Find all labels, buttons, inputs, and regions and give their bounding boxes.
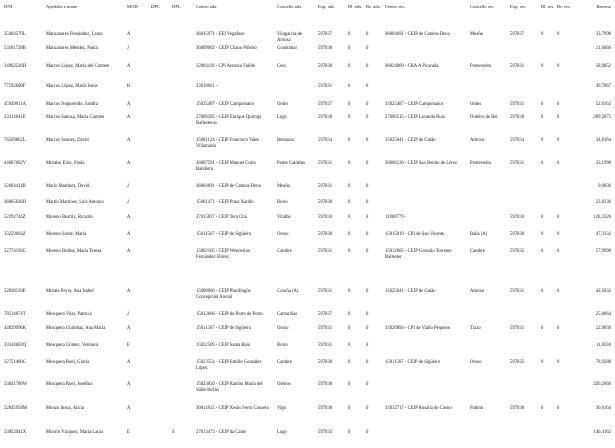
cell-baremo: 128,3326 — [593, 215, 611, 220]
cell-exp-adx: 597037 — [318, 312, 333, 317]
table-row — [0, 138, 615, 156]
cell-mod: J — [127, 200, 129, 205]
cell-dni: 52292744Z — [4, 215, 26, 220]
cell-nome: Mosquera Roel, Josefina — [46, 382, 93, 387]
cell-bs-adx: 0 — [366, 84, 369, 89]
cell-exp-adx: 597030 — [318, 46, 333, 51]
cell-bl-adx: 0 — [348, 289, 351, 294]
cell-exp-res: 597034 — [510, 138, 525, 143]
cell-mod: A — [127, 382, 131, 387]
cell-concello-adx: Oroso — [277, 232, 289, 237]
header-bs-adx: Bs. adx. — [366, 4, 381, 9]
cell-bs-adx: 0 — [366, 430, 369, 435]
cell-exp-adx: 597031 — [318, 289, 333, 294]
cell-bl-adx: 0 — [348, 406, 351, 411]
cell-baremo: 52,0163 — [595, 102, 611, 107]
header-exp-res: Exp. res. — [510, 4, 527, 9]
cell-nome: Mosquera Roel, Gloria — [46, 360, 90, 365]
header-bl-adx: Bl. adx. — [348, 4, 363, 9]
header-exp-adx: Exp. adx. — [318, 4, 336, 9]
cell-concello-adx: Ponte Caldelas — [277, 161, 305, 166]
cell-concello-adx: Lugo — [277, 430, 287, 435]
cell-dni: 77592600F — [4, 84, 26, 89]
cell-mod: A — [127, 289, 131, 294]
cell-exp-adx: 597030 — [318, 115, 333, 120]
cell-concello-res: Ordes — [470, 102, 482, 107]
cell-dni: 32684414B — [4, 184, 26, 189]
cell-concello-res: Cambre — [470, 249, 485, 254]
cell-concello-res: Trazo — [470, 326, 481, 331]
cell-bl-adx: 0 — [348, 184, 351, 189]
cell-nome: Morata Peyra, Ana Isabel — [46, 289, 94, 294]
cell-mod: J — [127, 184, 129, 189]
table-row — [0, 161, 615, 179]
cell-concello-adx: Cambre — [277, 249, 292, 254]
cell-centro-adx: 27013473 - CEIP da Canie — [196, 430, 247, 435]
cell-baremo: 220,2660 — [593, 382, 611, 387]
header-nome: Apelidos e nome — [46, 4, 78, 9]
cell-baremo: 9,9830 — [598, 184, 611, 189]
cell-concello-adx: Coruña (A) — [277, 289, 299, 294]
cell-dni: 76569862L — [4, 138, 26, 143]
cell-bs-adx: 0 — [366, 32, 369, 37]
cell-centro-adx: 36004691 - CEIP de Catoira-Dena — [196, 184, 261, 189]
cell-exp-adx: 597037 — [318, 102, 333, 107]
cell-baremo: 22,9830 — [595, 326, 611, 331]
cell-bs-res: 0 — [557, 115, 560, 120]
cell-dni: 33259664Z — [4, 232, 26, 237]
table-row — [0, 84, 615, 102]
cell-nome: Marcos Soanez, David — [46, 138, 89, 143]
cell-concello-adx: Ordes — [277, 102, 289, 107]
cell-dni: 34962226H — [4, 64, 27, 69]
cell-dni: 53181728B — [4, 46, 26, 51]
cell-bs-adx: 0 — [366, 184, 369, 189]
cell-exp-adx: 597034 — [318, 138, 333, 143]
table-row — [0, 215, 615, 233]
cell-bl-res: 0 — [541, 326, 544, 331]
cell-centro-adx: 36015971 - EEI Vegafuso — [196, 32, 245, 37]
cell-concello-adx: Cambre — [277, 360, 292, 365]
cell-bs-adx: 0 — [366, 289, 369, 294]
cell-nome: Mosquera Güimbaz, Ana María — [46, 326, 106, 331]
cell-bl-adx: 0 — [348, 360, 351, 365]
cell-bs-adx: 0 — [366, 138, 369, 143]
table-header — [0, 4, 615, 24]
cell-bs-res: 0 — [557, 289, 560, 294]
table-row — [0, 360, 615, 378]
cell-dni: 45949011A — [4, 102, 26, 107]
cell-bl-adx: 0 — [348, 64, 351, 69]
cell-centro-adx: 15011567 - CEIP de Sigüeiro — [196, 326, 252, 331]
cell-nome: Marcos López, María del Carmen — [46, 64, 110, 69]
cell-concello-adx: Oleiros — [277, 382, 291, 387]
cell-mod: A — [127, 138, 131, 143]
cell-exp-res: 597031 — [510, 326, 525, 331]
cell-baremo: 30,0164 — [595, 406, 611, 411]
cell-exp-adx: 597030 — [318, 406, 333, 411]
cell-centro-adx: 15022509 - CEIP Santa Baia — [196, 343, 250, 348]
table-row — [0, 289, 615, 307]
cell-nome: Mourín Vázquez, María Laura — [46, 430, 104, 435]
cell-nome: Marín Martínez, David — [46, 184, 90, 189]
cell-baremo: 49,7667 — [595, 84, 611, 89]
cell-centro-adx: 33018061 - — [196, 84, 218, 89]
cell-centro-adx: 27006395 - CEIP Enrique Quiroga Ballesteros — [196, 115, 262, 126]
cell-exp-adx: 597031 — [318, 84, 333, 89]
cell-concello-adx: Boiro — [277, 343, 288, 348]
cell-bs-res: 0 — [557, 249, 560, 254]
cell-centro-adx: 15000966 - CEIP Plurilingüe Concepción Arenal — [196, 289, 251, 300]
cell-baremo: 34,8164 — [595, 138, 611, 143]
cell-bs-adx: 0 — [366, 232, 369, 237]
cell-centro-res: 15012665 - CEIP Gonzalo Torrente Ballester — [385, 249, 452, 260]
header-concello-res: Concello res. — [470, 4, 495, 9]
cell-exp-res: 597030 — [510, 406, 525, 411]
cell-bs-res: 0 — [557, 406, 560, 411]
cell-mod: A — [127, 326, 131, 331]
header-centro-adx: Centro adx. — [196, 4, 218, 9]
cell-bl-res: 0 — [541, 138, 544, 143]
cell-centro-res: 27006515 - CEIP Lavanda Ruiz — [385, 115, 445, 120]
cell-mod: A — [127, 215, 131, 220]
cell-nome: Mosquera Vilar, Patricia — [46, 312, 92, 317]
cell-exp-res: 597031 — [510, 64, 525, 69]
cell-centro-res: 15025041 - CEIP de Galán — [385, 289, 436, 294]
cell-bs-adx: 0 — [366, 326, 369, 331]
cell-centro-adx: 15025487 - CEIP Campomaior — [196, 102, 255, 107]
cell-centro-adx: 36009062 - CEIP Chano Piñeiro — [196, 46, 257, 51]
cell-bs-adx: 0 — [366, 215, 369, 220]
cell-mod: A — [127, 115, 131, 120]
cell-centro-adx: 15002165 - CEIP Wenceslao Fernández Flórez — [196, 249, 250, 260]
cell-bs-res: 0 — [557, 64, 560, 69]
cell-bl-adx: 0 — [348, 200, 351, 205]
header-bs-res: Bs. res. — [557, 4, 571, 9]
cell-bs-adx: 0 — [366, 200, 369, 205]
cell-exp-adx: 597030 — [318, 360, 333, 365]
cell-centro-adx: 32004118 - CPI Antonio Faílde — [196, 64, 255, 69]
cell-exp-adx: 597031 — [318, 343, 333, 348]
table-row — [0, 430, 615, 448]
cell-exp-res: 597031 — [510, 161, 525, 166]
cell-bl-adx: 0 — [348, 46, 351, 51]
cell-exp-res: 597031 — [510, 102, 525, 107]
cell-centro-res: 15025041 - CEIP de Galán — [385, 138, 436, 143]
cell-concello-res: Oroso — [470, 360, 482, 365]
cell-bl-res: 0 — [541, 115, 544, 120]
cell-centro-res: 36004691 - CEIP de Catoira-Dena — [385, 32, 450, 37]
cell-dni: 32845958M — [4, 406, 27, 411]
table-row — [0, 382, 615, 400]
cell-bs-adx: 0 — [366, 46, 369, 51]
cell-dni: 33314641E — [4, 115, 26, 120]
cell-bl-adx: 0 — [348, 32, 351, 37]
cell-nome: Moreno Bolina, María Teresa — [46, 249, 102, 254]
cell-baremo: 33,7990 — [595, 32, 611, 37]
cell-dni: 32838339E — [4, 289, 26, 294]
cell-concello-res: Padrón — [470, 406, 484, 411]
cell-exp-res: 597031 — [510, 289, 525, 294]
cell-bl-adx: 0 — [348, 84, 351, 89]
cell-bs-adx: 0 — [366, 312, 369, 317]
cell-bs-adx: 0 — [366, 360, 369, 365]
cell-bl-res: 0 — [541, 215, 544, 220]
cell-exp-res: 597030 — [510, 115, 525, 120]
cell-concello-adx: Camariñas — [277, 312, 298, 317]
cell-baremo: 58,9852 — [595, 64, 611, 69]
cell-centro-res: 15015019 - CPI de San Vicente — [385, 232, 445, 237]
header-bl-res: Bl. res. — [541, 4, 555, 9]
cell-exp-adx: 597031 — [318, 326, 333, 331]
cell-bl-adx: 0 — [348, 249, 351, 254]
table-row — [0, 326, 615, 344]
table-row — [0, 249, 615, 267]
cell-bl-adx: 0 — [348, 102, 351, 107]
cell-concello-adx: Cela — [277, 64, 286, 69]
cell-bs-res: 0 — [557, 138, 560, 143]
cell-mod: B — [127, 84, 131, 89]
cell-baremo: 42,5032 — [595, 289, 611, 294]
cell-centro-adx: 15001471 - CEIP Praia Xardín — [196, 200, 254, 205]
cell-baremo: 21,6666 — [595, 46, 611, 51]
cell-bl-adx: 0 — [348, 232, 351, 237]
cell-exp-adx: 597030 — [318, 200, 333, 205]
table-row — [0, 232, 615, 250]
cell-concello-adx: Meaño — [277, 184, 291, 189]
cell-exp-adx: 597031 — [318, 249, 333, 254]
cell-bl-adx: 0 — [348, 382, 351, 387]
header-centro-res: Centro res. — [385, 4, 406, 9]
cell-bs-res: 0 — [557, 360, 560, 365]
cell-exp-adx: 597030 — [318, 382, 333, 387]
cell-concello-res: Outeiro de Rei — [470, 115, 498, 120]
cell-concello-res: Pontevedra — [470, 161, 492, 166]
cell-dni: 33544602Q — [4, 343, 27, 348]
cell-bl-adx: 0 — [348, 138, 351, 143]
cell-centro-res: 15025487 - CEIP Campomaior — [385, 102, 444, 107]
cell-mod: A — [127, 232, 131, 237]
cell-bl-adx: 0 — [348, 326, 351, 331]
cell-centro-res: 15020894 - CPI de Viaño Pequeno — [385, 326, 451, 331]
cell-nome: Mosquera Gómez, Verónica — [46, 343, 99, 348]
cell-dni: 33852941X — [4, 430, 27, 435]
cell-nome: Moreno Sarde, María — [46, 232, 87, 237]
cell-dni: 35464570L — [4, 32, 26, 37]
cell-concello-res: Pontevedra — [470, 64, 492, 69]
cell-nome: Moreno Beatriz, Ricardo — [46, 215, 93, 220]
header-dni: DNI — [4, 4, 13, 9]
cell-baremo: 140,4162 — [593, 430, 611, 435]
table-row — [0, 343, 615, 361]
cell-centro-res: 36006136 - CEIP San Benito de Lérez — [385, 161, 457, 166]
cell-dni: 32751460C — [4, 360, 26, 365]
header-mod: MOD — [127, 4, 138, 9]
header-concello-adx: Concello adx. — [277, 4, 303, 9]
cell-exp-res: 597037 — [510, 32, 525, 37]
cell-concello-res: Arteixo — [470, 138, 485, 143]
cell-bl-adx: 0 — [348, 161, 351, 166]
cell-nome: Manzanares Fernández, Laura — [46, 32, 103, 37]
table-row — [0, 115, 615, 133]
cell-nome: Marcos López, María Jesús — [46, 84, 98, 89]
cell-concello-res: Meaño — [470, 32, 484, 37]
cell-centro-res: 15011567 - CEIP de Sigüeiro — [385, 360, 441, 365]
cell-bl-res: 0 — [541, 360, 544, 365]
cell-concello-adx: Gondomar — [277, 46, 298, 51]
cell-exp-res: 597034 — [510, 215, 525, 220]
cell-dni: 33841780W — [4, 382, 28, 387]
cell-centro-adx: 15012666 - CEIP do Porto de Porto — [196, 312, 263, 317]
cell-concello-adx: Lugo — [277, 115, 287, 120]
table-row — [0, 46, 615, 64]
cell-exp-adx: 597034 — [318, 215, 333, 220]
cell-dni: 36065036D — [4, 200, 27, 205]
cell-concello-adx: Vigo — [277, 406, 287, 411]
cell-mod: A — [127, 406, 131, 411]
cell-exp-adx: 597031 — [318, 184, 333, 189]
cell-nome: Manzanares Méndez, Paula — [46, 46, 98, 51]
cell-mod: E — [127, 343, 130, 348]
cell-bl-res: 0 — [541, 32, 544, 37]
cell-bl-adx: 0 — [348, 343, 351, 348]
cell-dni: 44087682V — [4, 161, 27, 166]
cell-dni: 44829996K — [4, 326, 27, 331]
cell-bs-adx: 0 — [366, 249, 369, 254]
table-row — [0, 406, 615, 424]
cell-centro-adx: 15023554 - CEIP Emilio González López — [196, 360, 262, 371]
cell-exp-adx: 597037 — [318, 32, 333, 37]
cell-concello-res: Baña (A) — [470, 232, 488, 237]
cell-bl-res: 0 — [541, 102, 544, 107]
cell-mod: A — [127, 102, 131, 107]
table-row — [0, 64, 615, 82]
cell-concello-res: Arteixo — [470, 289, 485, 294]
cell-bl-adx: 0 — [348, 312, 351, 317]
cell-centro-adx: 15023050 - CEIP Ramón María del Valle-Inclán — [196, 382, 263, 393]
cell-exp-adx: 597031 — [318, 161, 333, 166]
cell-dpl: S — [172, 430, 175, 435]
cell-mod: E — [127, 430, 130, 435]
cell-centro-adx: 27015827 - CEIP Tera Chá — [196, 215, 247, 220]
cell-bl-res: 0 — [541, 406, 544, 411]
header-baremo: Baremo — [596, 4, 611, 9]
cell-concello-adx: Oroso — [277, 326, 289, 331]
cell-mod: J — [127, 312, 129, 317]
cell-bs-adx: 0 — [366, 115, 369, 120]
cell-bs-res: 0 — [557, 161, 560, 166]
cell-centro-adx: 36011813 - CEIP Xesús Ferro Couselo — [196, 406, 269, 411]
cell-dni: 32774192C — [4, 249, 26, 254]
cell-bl-res: 0 — [541, 289, 544, 294]
cell-dni: 78514874T — [4, 312, 26, 317]
cell-bl-adx: 0 — [348, 430, 351, 435]
cell-baremo: 57,9998 — [595, 249, 611, 254]
cell-exp-res: 597030 — [510, 232, 525, 237]
cell-nome: Martín Martínez, Luis Antonio — [46, 200, 104, 205]
cell-baremo: 289,2875 — [593, 115, 611, 120]
cell-bl-res: 0 — [541, 249, 544, 254]
cell-centro-adx: 15001124 - CEIP Francisco Vales Villamarín — [196, 138, 260, 149]
cell-centro-res: 15012717 - CEIP Rosalía de Castro — [385, 406, 452, 411]
cell-bl-adx: 0 — [348, 215, 351, 220]
cell-bs-adx: 0 — [366, 64, 369, 69]
cell-mod: A — [127, 32, 131, 37]
cell-bs-adx: 0 — [366, 102, 369, 107]
cell-bs-adx: 0 — [366, 382, 369, 387]
cell-baremo: 33,1998 — [595, 161, 611, 166]
cell-mod: A — [127, 360, 131, 365]
cell-concello-adx: Boiro — [277, 200, 288, 205]
cell-exp-res: 597035 — [510, 360, 525, 365]
cell-bs-res: 0 — [557, 232, 560, 237]
cell-baremo: 47,3332 — [595, 232, 611, 237]
cell-bl-res: 0 — [541, 161, 544, 166]
cell-concello-adx: Vilagarcía de Arousa — [277, 32, 302, 43]
cell-centro-res: 36024069 - CRA A Picaraña — [385, 64, 439, 69]
cell-bl-adx: 0 — [348, 115, 351, 120]
cell-nome: Mouzo Insua, Alicia — [46, 406, 85, 411]
cell-nome: Morales Eiriz, Paula — [46, 161, 85, 166]
cell-bs-res: 0 — [557, 32, 560, 37]
cell-baremo: 23,8330 — [595, 200, 611, 205]
header-dpc: DPC — [151, 4, 160, 9]
cell-bs-res: 0 — [557, 215, 560, 220]
cell-nome: Marcos Sanoza, María Carmen — [46, 115, 105, 120]
header-dpl: DPL — [172, 4, 181, 9]
cell-mod: J — [127, 46, 129, 51]
cell-bs-adx: 0 — [366, 343, 369, 348]
cell-mod: A — [127, 249, 131, 254]
cell-centro-adx: 15011567 - CEIP de Sigüeiro — [196, 232, 252, 237]
cell-bs-res: 0 — [557, 326, 560, 331]
cell-exp-adx: 597033 — [318, 430, 333, 435]
cell-bs-res: 0 — [557, 102, 560, 107]
cell-bs-adx: 0 — [366, 161, 369, 166]
cell-baremo: 78,9288 — [595, 360, 611, 365]
cell-nome: Marcos Nogueirido, Sandra — [46, 102, 98, 107]
cell-bs-adx: 0 — [366, 406, 369, 411]
cell-exp-adx: 597030 — [318, 64, 333, 69]
cell-concello-adx: Betanzos — [277, 138, 295, 143]
cell-mod: A — [127, 64, 131, 69]
cell-mod: A — [127, 161, 131, 166]
cell-exp-res: 597032 — [510, 249, 525, 254]
cell-centro-adx: 36007591 - CEIP Manuel Curto Bandiera — [196, 161, 256, 172]
cell-bl-res: 0 — [541, 64, 544, 69]
cell-centro-res: 11000779 - — [385, 215, 407, 220]
cell-bl-res: 0 — [541, 232, 544, 237]
cell-baremo: 11,8330 — [595, 343, 611, 348]
cell-baremo: 25,6664 — [595, 312, 611, 317]
cell-exp-adx: 597030 — [318, 232, 333, 237]
cell-concello-adx: Vilalba — [277, 215, 291, 220]
